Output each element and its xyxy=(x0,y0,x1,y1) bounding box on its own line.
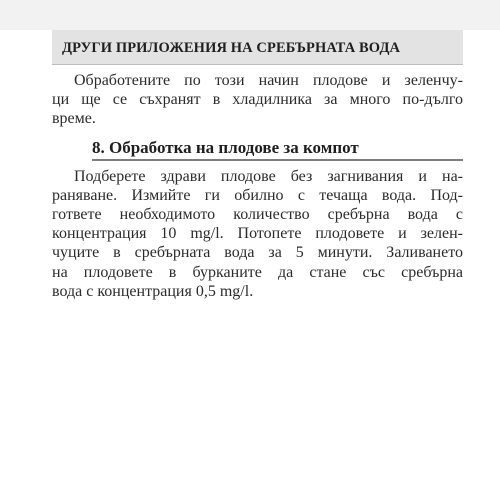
section-heading xyxy=(92,138,463,161)
book-page xyxy=(52,30,463,301)
text-line: концентрация 10 mg/l. Потопете плодовете и зелен- xyxy=(52,225,463,243)
text-line: на плодовете в бурканите да стане със сребърна xyxy=(52,263,463,281)
top-background-band xyxy=(0,0,500,30)
paragraph-compote xyxy=(52,167,463,301)
text-line: Подберете здрави плодове без загнивания и на- xyxy=(74,167,463,185)
running-header xyxy=(52,30,463,65)
running-header-title: ДРУГИ ПРИЛОЖЕНИЯ НА СРЕБЪРНАТА ВОДА xyxy=(62,40,401,56)
text-line: Обработените по този начин плодове и зеленчу- xyxy=(74,72,463,89)
section-heading-text: 8. Обработка на плодове за компот xyxy=(92,137,359,157)
text-line: време. xyxy=(52,110,96,128)
text-line: раняване. Измийте ги обилно с течаща вода. Под- xyxy=(52,186,463,204)
text-line: чуците в сребърната вода за 5 минути. Заливането xyxy=(52,244,463,262)
text-line: ци ще се съхранят в хладилника за много по-дълго xyxy=(52,91,463,109)
paragraph-storage xyxy=(52,71,463,129)
text-line: вода с концентрация 0,5 mg/l. xyxy=(52,282,254,300)
text-line: гответе необходимото количество сребърна вода с xyxy=(52,206,463,224)
